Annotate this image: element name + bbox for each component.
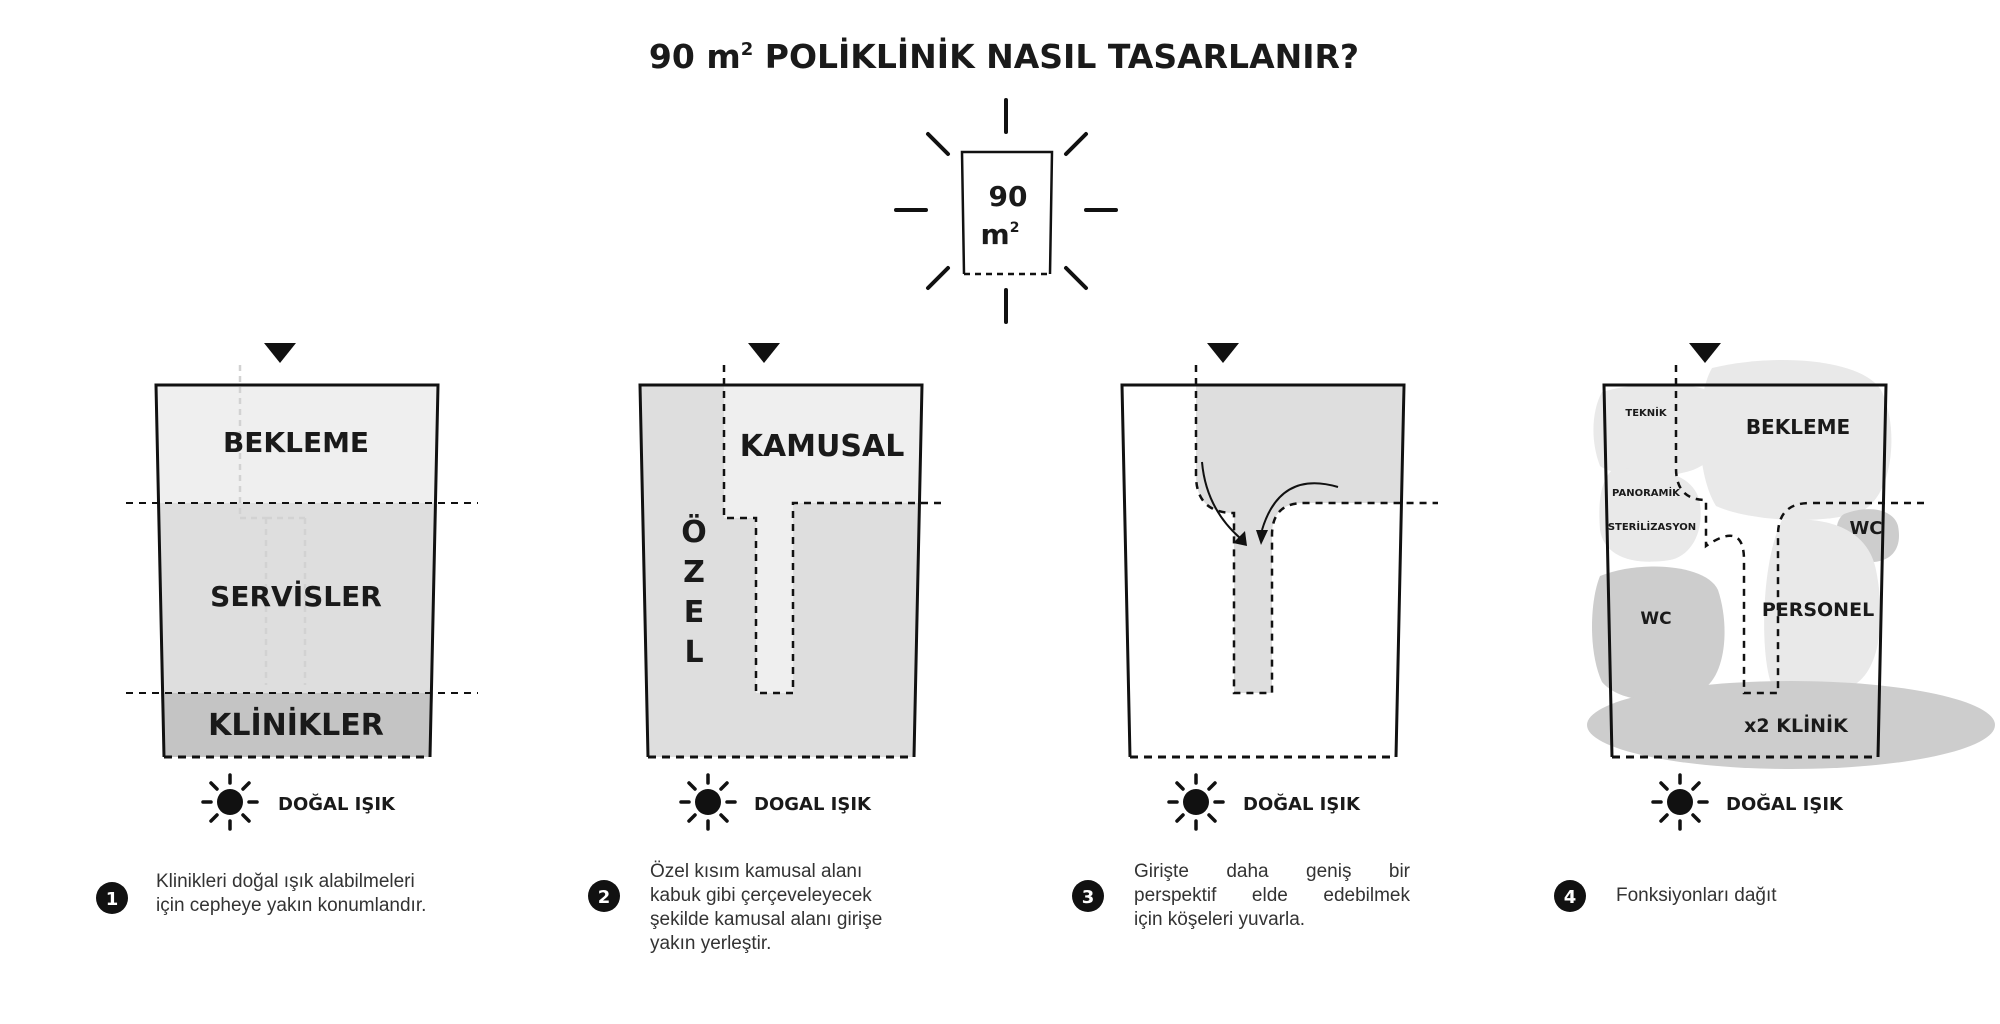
step-line: Fonksiyonları dağıt — [1616, 885, 1777, 906]
step-line: Klinikleri doğal ışık alabilmeleri — [156, 871, 415, 892]
entrance-marker-icon — [1689, 343, 1721, 363]
page-title: 90 $m^2$ POLİKLİNİK NASIL TASARLANIR? — [648, 37, 1360, 76]
label-ozel-3: E — [683, 595, 705, 630]
panel-1-zoning — [126, 343, 478, 829]
label-kamusal: KAMUSAL — [739, 429, 905, 464]
label-wc-small: WC — [1849, 518, 1883, 539]
sun-icon — [1653, 775, 1707, 829]
light-label: DOĞAL IŞIK — [1243, 794, 1360, 815]
step-4-text — [1616, 884, 1896, 908]
step-line: şekilde kamusal alanı girişe — [650, 909, 883, 930]
step-line: Girişte daha geniş bir — [1134, 861, 1410, 882]
svg-text:1: 1 — [105, 889, 119, 910]
label-sterilizasyon: STERİLİZASYON — [1607, 522, 1697, 533]
step-badge-3 — [1072, 880, 1104, 912]
step-badge-1 — [96, 882, 128, 914]
panel-4-functions — [1587, 343, 1995, 829]
svg-text:2: 2 — [597, 887, 611, 908]
step-badge-4 — [1554, 880, 1586, 912]
step-line: yakın yerleştir. — [650, 933, 772, 954]
label-ozel-4: L — [684, 635, 704, 670]
label-panoramik: PANORAMİK — [1612, 488, 1680, 499]
light-label: DOĞAL IŞIK — [1726, 794, 1843, 815]
step-line: için köşeleri yuvarla. — [1134, 909, 1306, 930]
label-teknik: TEKNİK — [1625, 408, 1667, 419]
svg-text:3: 3 — [1081, 887, 1095, 908]
label-personel: PERSONEL — [1761, 599, 1875, 621]
panel-2-public-private — [640, 343, 945, 829]
panel-3-rounded-corners — [1122, 343, 1438, 829]
light-label: DOĞAL IŞIK — [278, 794, 395, 815]
label-klinikler: KLİNİKLER — [208, 708, 384, 743]
area-icon-unit: $m^2$ — [980, 218, 1020, 251]
sun-icon — [203, 775, 257, 829]
step-badge-2 — [588, 880, 620, 912]
label-servisler: SERVİSLER — [210, 580, 382, 613]
entrance-marker-icon — [1207, 343, 1239, 363]
sun-icon — [681, 775, 735, 829]
step-line: için cepheye yakın konumlandır. — [156, 895, 427, 916]
step-line: perspektif elde edebilmek — [1134, 885, 1410, 906]
step-2-text — [650, 860, 950, 956]
step-line: kabuk gibi çerçeveleyecek — [650, 885, 872, 906]
svg-text:4: 4 — [1563, 887, 1577, 908]
area-icon — [896, 100, 1116, 322]
label-ozel-1: Ö — [681, 515, 707, 550]
entrance-marker-icon — [748, 343, 780, 363]
sun-icon — [1169, 775, 1223, 829]
label-bekleme: BEKLEME — [222, 426, 370, 459]
label-bekleme: BEKLEME — [1745, 415, 1851, 439]
step-line: Özel kısım kamusal alanı — [650, 861, 863, 882]
entrance-marker-icon — [264, 343, 296, 363]
label-klinik: x2 KLİNİK — [1744, 715, 1848, 737]
step-1-text — [156, 870, 486, 918]
area-icon-number: 90 — [988, 180, 1028, 213]
label-ozel-2: Z — [683, 555, 705, 590]
light-label: DOGAL IŞIK — [754, 794, 871, 815]
label-wc-large: WC — [1640, 609, 1672, 629]
step-3-text — [1134, 860, 1410, 932]
